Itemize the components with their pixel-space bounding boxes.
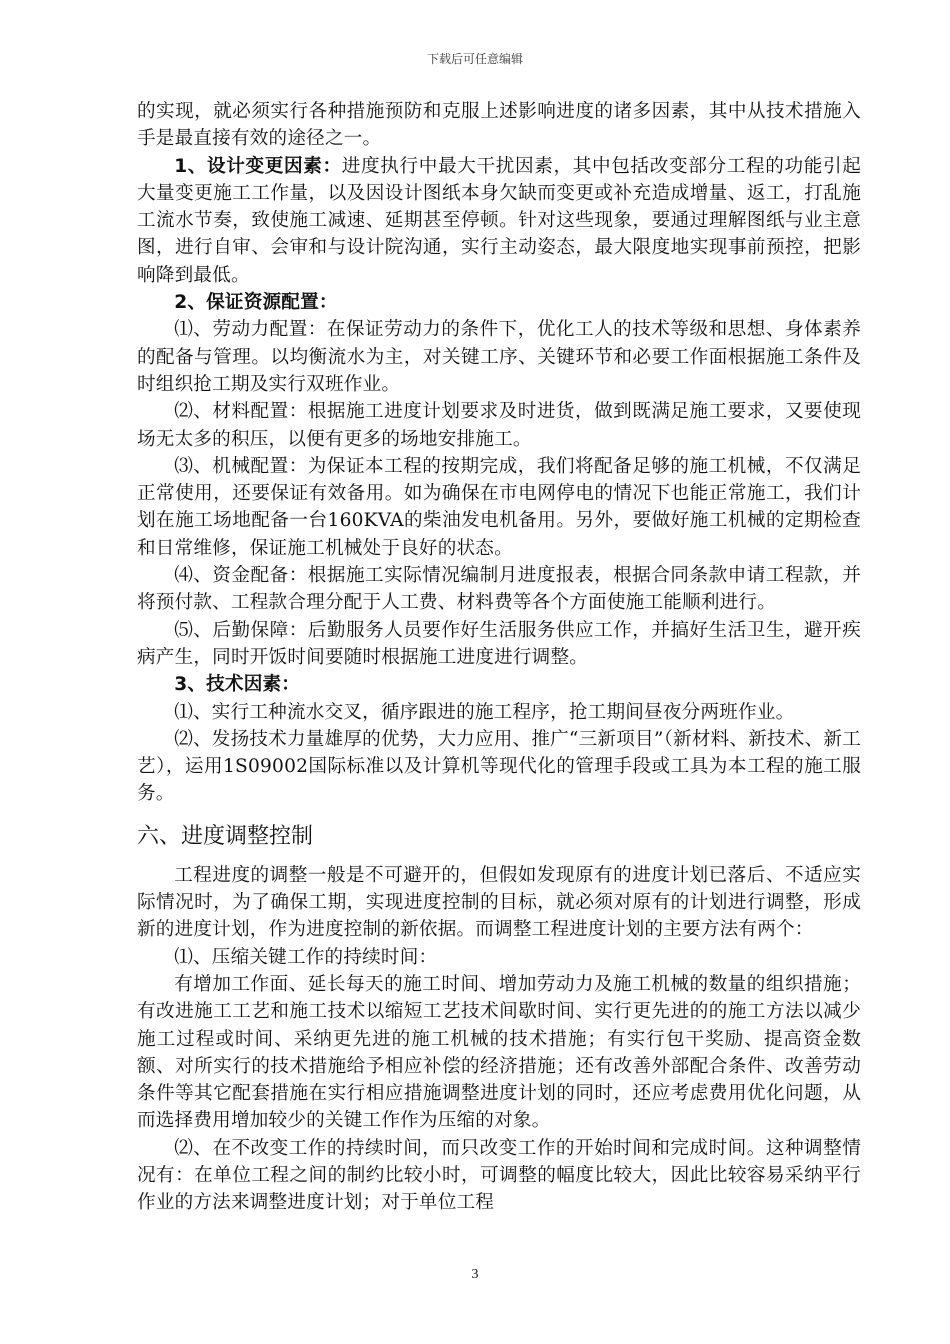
paragraph-tech-strength: ⑵、发扬技术力量雄厚的优势，大力应用、推广“三新项目”（新材料、新技术、新工艺），运用1S09002国际标准以及计算机等现代化的管理手段或工具为本工程的施工服务。	[137, 728, 861, 805]
heading-technical-factors: 3、技术因素：	[174, 674, 301, 696]
document-body	[137, 98, 861, 1217]
paragraph-measures: 有增加工作面、延长每天的施工时间、增加劳动力及施工机械的数量的组织措施；有改进施工工艺和施工技术以缩短工艺技术间歇时间、实行更先进的的施工方法以减少施工过程或时间、采纳更先进的施工机械的技术措施；有实行包干奖励、提高资金数额、对所实行的技术措施给予相应补偿的经济措施；还有改善外部配合条件、改善劳动条件等其它配套措施在实行相应措施调整进度计划的同时，还应考虑费用优化问题，从而选择费用增加较少的关键工作作为压缩的对象。	[137, 973, 861, 1132]
section-title-progress-adjustment: 六、进度调整控制	[137, 823, 314, 849]
heading-resource-config: 2、保证资源配置：	[174, 292, 338, 314]
paragraph-compress-critical: ⑴、压缩关键工作的持续时间：	[174, 946, 438, 968]
paragraph-funding-config: ⑷、资金配备：根据施工实际情况编制月进度报表，根据合同条款申请工程款，并将预付款、工程款合理分配于人工费、材料费等各个方面使施工能顺利进行。	[137, 565, 861, 614]
paragraph-intro: 的实现，就必须实行各种措施预防和克服上述影响进度的诸多因素，其中从技术措施入手是最直接有效的途径之一。	[137, 101, 861, 150]
paragraph-flow-crossing: ⑴、实行工种流水交叉，循序跟进的施工程序，抢工期间昼夜分两班作业。	[174, 701, 795, 723]
paragraph-machine-config: ⑶、机械配置：为保证本工程的按期完成，我们将配备足够的施工机械，不仅满足正常使用，还要保证有效备用。如为确保在市电网停电的情况下也能正常施工，我们计划在施工场地配备一台160KVA的柴油发电机备用。另外，要做好施工机械的定期检查和日常维修，保证施工机械处于良好的状态。	[137, 455, 861, 559]
paragraph-labor-config: ⑴、劳动力配置：在保证劳动力的条件下，优化工人的技术等级和思想、身体素养的配备与管理。以均衡流水为主，对关键工序、关键环节和必要工作面根据施工条件及时组织抢工期及实行双班作业。	[137, 319, 861, 395]
paragraph-change-start-time: ⑵、在不改变工作的持续时间，而只改变工作的开始时间和完成时间。这种调整情况有：在单位工程之间的制约比较小时，可调整的幅度比较大，因此比较容易采纳平行作业的方法来调整进度计划；对于单位工程	[137, 1137, 861, 1214]
page-header: 下载后可任意编辑	[426, 52, 523, 66]
page-number: 3	[471, 1267, 479, 1282]
paragraph-design-change-text: 进度执行中最大干扰因素，其中包括改变部分工程的功能引起大量变更施工工作量，以及因设计图纸本身欠缺而变更或补充造成增量、返工，打乱施工流水节奏，致使施工减速、延期甚至停顿。针对这些现象，要通过理解图纸与业主意图，进行自审、会审和与设计院沟通，实行主动姿态，最大限度地实现事前预控，把影响降到最低。	[137, 155, 861, 286]
paragraph-adjustment-intro: 工程进度的调整一般是不可避开的，但假如发现原有的进度计划已落后、不适应实际情况时，为了确保工期，实现进度控制的目标，就必须对原有的计划进行调整，形成新的进度计划，作为进度控制的新依据。而调整工程进度计划的主要方法有两个：	[137, 864, 861, 941]
paragraph-design-change	[137, 153, 861, 289]
heading-design-change: 1、设计变更因素：	[174, 155, 342, 177]
paragraph-logistics: ⑸、后勤保障：后勤服务人员要作好生活服务供应工作，并搞好生活卫生，避开疾病产生，同时开饭时间要随时根据施工进度进行调整。	[137, 619, 861, 668]
paragraph-material-config: ⑵、材料配置：根据施工进度计划要求及时进货，做到既满足施工要求，又要使现场无太多的积压，以便有更多的场地安排施工。	[137, 401, 861, 450]
